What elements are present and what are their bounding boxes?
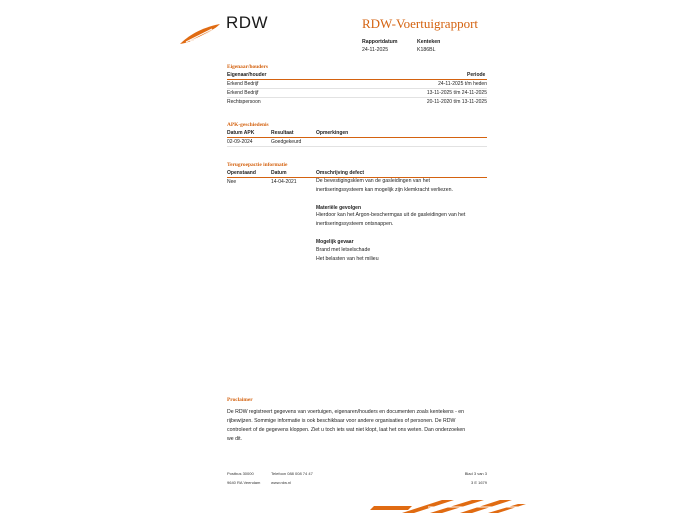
recall-col-open: Openstaand (227, 170, 256, 176)
footer-website[interactable]: www.rdw.nl (271, 480, 292, 485)
report-title: RDW-Voertuigrapport (362, 16, 479, 31)
owners-header-rule (227, 79, 487, 80)
owners-section-title: Eigenaar/houders (227, 64, 269, 70)
disclaimer-line-2: rijbewijzen. Sommige informatie is ook beschikbaar voor andere organisaties of personen. De RDW (227, 418, 456, 424)
apk-row-result: Goedgekeurd (271, 139, 302, 145)
kenteken-value: K186BL (417, 47, 436, 53)
apk-col-remarks: Opmerkingen (316, 130, 349, 136)
recall-open-value: Nee (227, 179, 237, 185)
owners-col-owner: Eigenaar/houder (227, 72, 267, 78)
recall-section-title: Terugroepactie informatie (227, 162, 288, 168)
disclaimer-line-3: controleert of de gegevens kloppen. Ziet u toch iets wat niet klopt, laat het ons weten. Dan onderzoeken (227, 427, 466, 433)
apk-col-date: Datum APK (227, 130, 255, 136)
owner-row-2-period: 13-11-2025 t/m 24-11-2025 (426, 90, 487, 96)
owner-row-3-owner: Rechtspersoon (227, 99, 261, 105)
rapportdatum-value: 24-11-2025 (362, 47, 389, 53)
owner-row-1-period: 24-11-2025 t/m heden (438, 81, 487, 87)
footer-code: 3 E 1679 (470, 480, 487, 485)
apk-row-date: 02-09-2024 (227, 139, 253, 145)
recall-col-date: Datum (271, 170, 287, 176)
brand-name: RDW (226, 13, 269, 32)
footer-postbus: Postbus 30000 (227, 471, 254, 476)
recall-date-value: 14-04-2021 (271, 179, 297, 185)
danger-title: Mogelijk gevaar (316, 239, 354, 245)
owner-row-2-owner: Erkend Bedrijf (227, 90, 259, 96)
apk-row-divider (227, 146, 487, 147)
danger-line-1: Brand met letselschade (316, 247, 371, 253)
owners-col-period: Periode (467, 72, 486, 78)
disclaimer-line-4: we dit. (227, 436, 242, 442)
recall-desc-line-1: De bevestigingsklem van de gasleidingen van het (316, 178, 430, 184)
owner-row-3-period: 20-11-2020 t/m 13-11-2025 (426, 99, 487, 105)
recall-col-desc: Omschrijving defect (316, 170, 365, 176)
owner-row-1-owner: Erkend Bedrijf (227, 81, 259, 87)
footer-stripes-icon (368, 496, 528, 514)
disclaimer-title: Proclaimer (227, 397, 253, 403)
owner-row-divider (227, 88, 487, 89)
recall-desc-line-2: inertiseringssysteem kan mogelijk zijn klemkracht verliezen. (316, 187, 453, 193)
consequences-title: Materiële gevolgen (316, 205, 362, 211)
footer-page: Blad 3 van 3 (464, 471, 487, 476)
rapportdatum-label: Rapportdatum (362, 39, 398, 45)
rdw-logo-icon (178, 22, 222, 46)
apk-section-title: APK-geschiedenis (227, 122, 269, 128)
disclaimer-line-1: De RDW registreert gegevens van voertuigen, eigenaren/houders en documenten zoals kentekens - en (227, 409, 465, 415)
danger-line-2: Het belasten van het milieu (316, 256, 379, 262)
footer-address: 9640 RA Veendam (227, 480, 261, 485)
owner-row-divider (227, 97, 487, 98)
kenteken-label: Kenteken (417, 39, 441, 45)
consequences-line-2: inertiseringssysteem ontsnappen. (316, 221, 394, 227)
consequences-line-1: Hierdoor kan het Argon-beschermgas uit de gasleidingen van het (316, 212, 466, 218)
apk-col-result: Resultaat (271, 130, 294, 136)
footer-phone: Telefoon 088 008 74 47 (271, 471, 313, 476)
apk-header-rule (227, 137, 487, 138)
